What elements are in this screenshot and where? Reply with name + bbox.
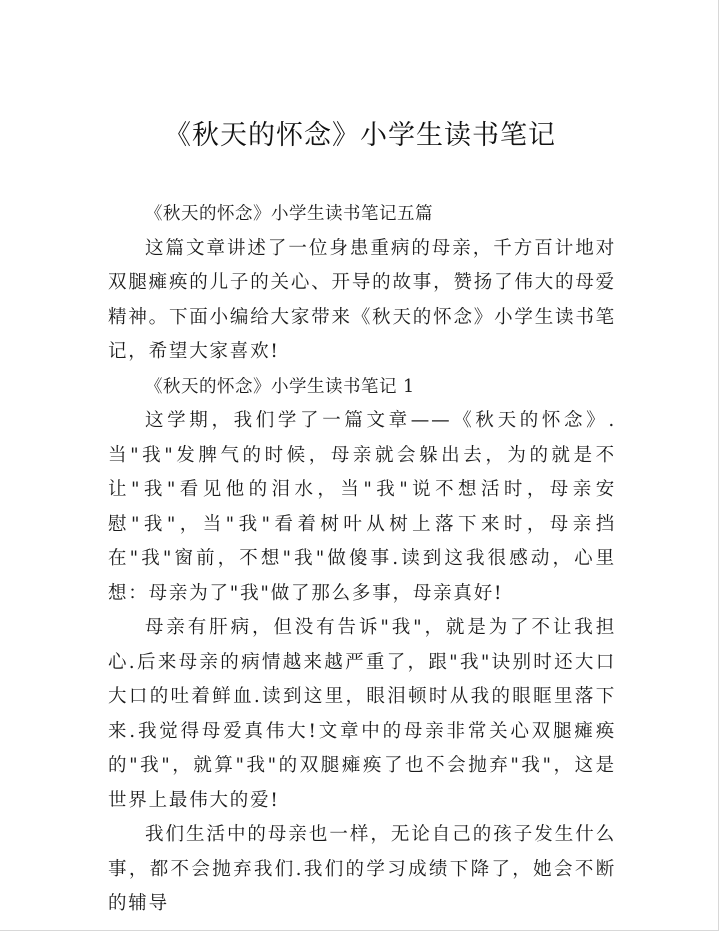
body-paragraph: 这篇文章讲述了一位身患重病的母亲，千方百计地对双腿瘫痪的儿子的关心、开导的故事，赞扬了伟大的母爱精神。下面小编给大家带来《秋天的怀念》小学生读书笔记，希望大家喜欢! [108, 237, 616, 362]
section-subheading: 《秋天的怀念》小学生读书笔记 1 [145, 376, 415, 397]
body-paragraph: 我们生活中的母亲也一样，无论自己的孩子发生什么事，都不会抛弃我们.我们的学习成绩下降了，她会不断的辅导 [108, 824, 616, 914]
body-paragraph: 母亲有肝病，但没有告诉"我"，就是为了不让我担心.后来母亲的病情越来越严重了，跟"我"诀别时还大口大口的吐着鲜血.读到这里，眼泪顿时从我的眼眶里落下来.我觉得母爱真伟大!文章中的母亲非常关心双腿瘫痪的"我"，就算"我"的双腿瘫痪了也不会抛弃"我"，这是世界上最伟大的爱! [108, 617, 616, 811]
section-subheading: 《秋天的怀念》小学生读书笔记五篇 [145, 204, 433, 224]
document-body [108, 197, 616, 922]
document-title: 《秋天的怀念》小学生读书笔记 [164, 120, 556, 151]
body-paragraph: 这学期，我们学了一篇文章——《秋天的怀念》.当"我"发脾气的时候，母亲就会躲出去，为的就是不让"我"看见他的泪水，当"我"说不想活时，母亲安慰"我"，当"我"看着树叶从树上落下来时，母亲挡在"我"窗前，不想"我"做傻事.读到这我很感动，心里想：母亲为了"我"做了那么多事，母亲真好! [108, 410, 616, 604]
